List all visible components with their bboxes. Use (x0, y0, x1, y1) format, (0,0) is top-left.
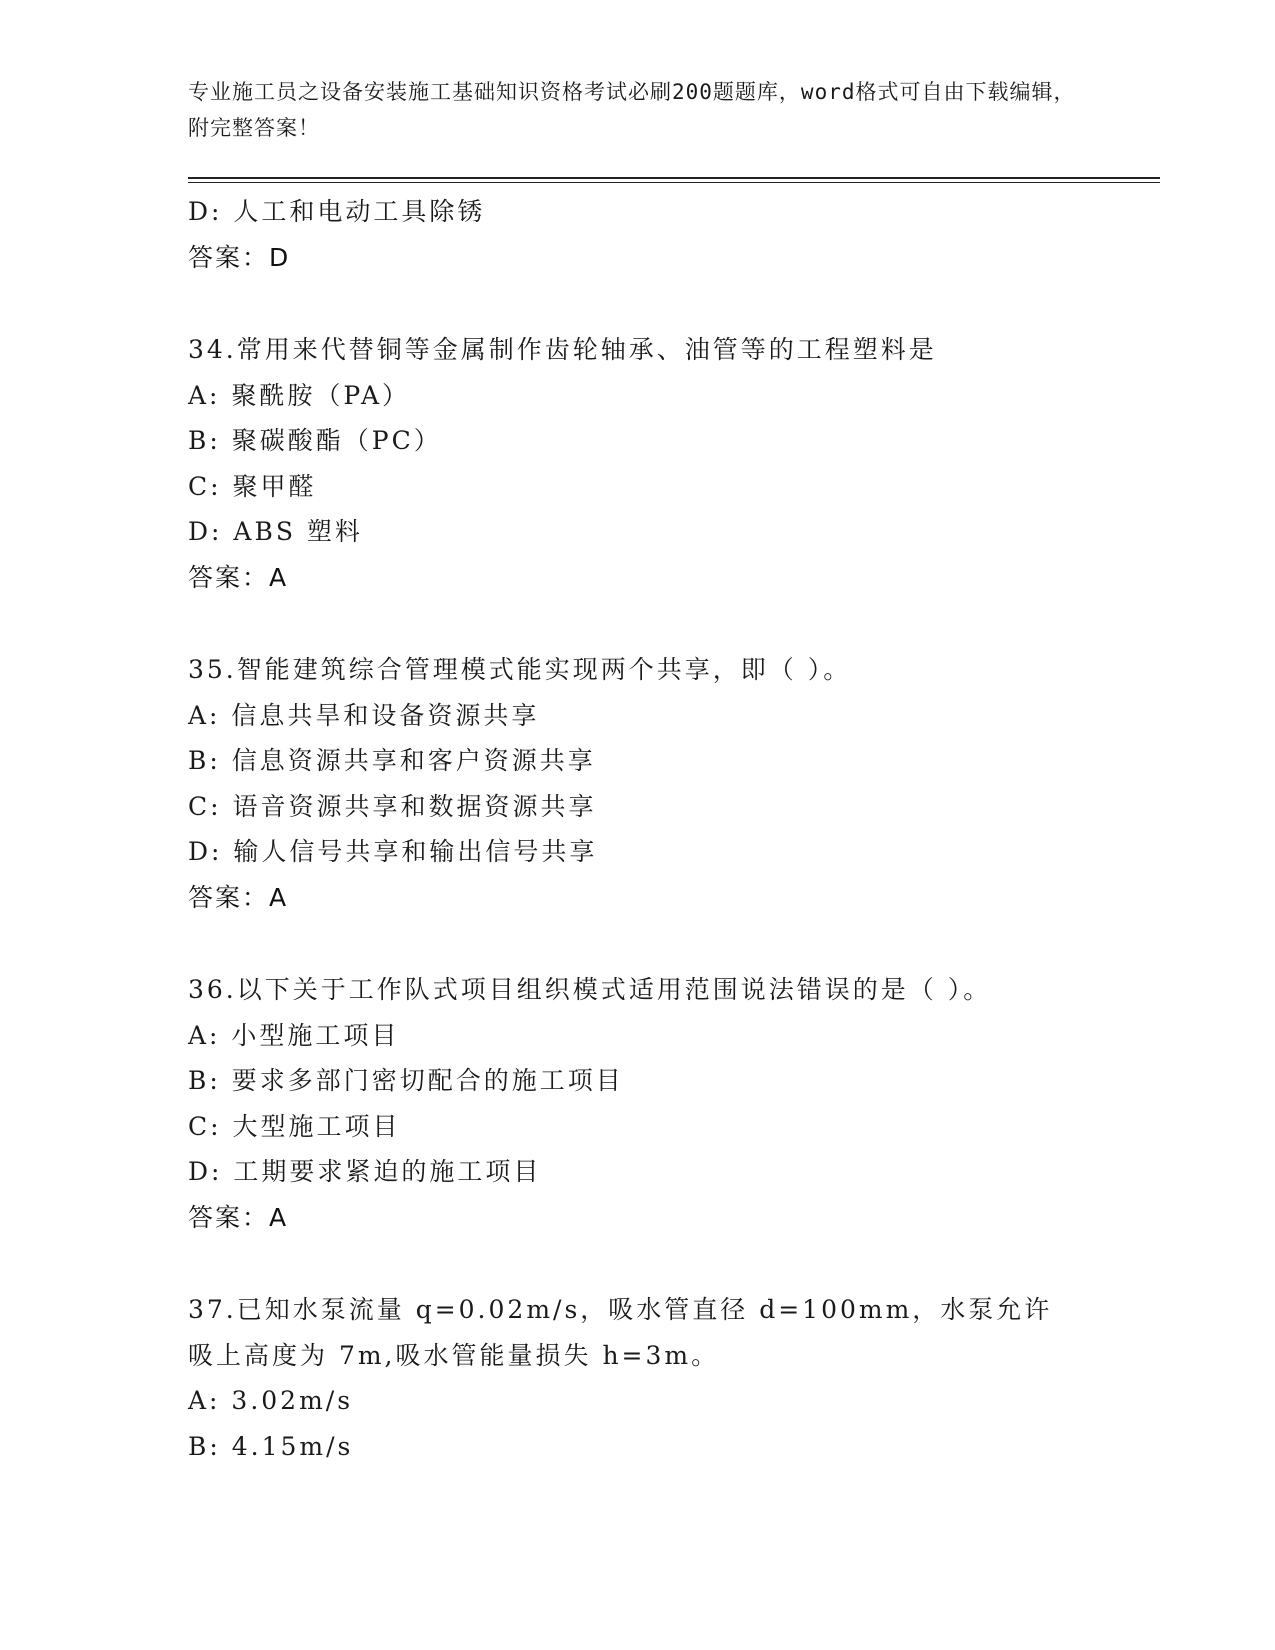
q36-option-d: D: 工期要求紧迫的施工项目 (188, 1157, 542, 1186)
q36-stem: 36.以下关于工作队式项目组织模式适用范围说法错误的是（ ）。 (188, 975, 992, 1004)
q34-stem: 34.常用来代替铜等金属制作齿轮轴承、油管等的工程塑料是 (188, 335, 937, 364)
question-block-35 (188, 647, 1088, 920)
document-header: 专业施工员之设备安装施工基础知识资格考试必刷200题题库，word格式可自由下载编辑，附完整答案！ (188, 80, 1076, 140)
q35-option-a: A: 信息共旱和设备资源共享 (188, 700, 540, 730)
question-gap (188, 1240, 1088, 1287)
q37-option-a: A: 3.02m/s (188, 1386, 354, 1415)
question-gap (188, 920, 1088, 967)
q35-answer: 答案：A (188, 882, 289, 912)
question-block-36 (188, 967, 1088, 1240)
q35-stem: 35.智能建筑综合管理模式能实现两个共享，即（ ）。 (188, 655, 852, 684)
document-body (188, 189, 1088, 1469)
q35-option-c: C: 语音资源共享和数据资源共享 (188, 791, 597, 821)
q36-option-c: C: 大型施工项目 (188, 1111, 401, 1141)
question-gap (188, 600, 1088, 647)
q34-option-a: A: 聚酰胺（PA） (188, 380, 411, 410)
header-rule-thick (188, 177, 1160, 179)
q34-answer: 答案：A (188, 562, 289, 592)
q37-option-b: B: 4.15m/s (188, 1431, 354, 1461)
q36-option-b: B: 要求多部门密切配合的施工项目 (188, 1066, 624, 1095)
q33-option-d: D: 人工和电动工具除锈 (188, 197, 486, 226)
q36-option-a: A: 小型施工项目 (188, 1020, 400, 1050)
q34-option-c: C: 聚甲醛 (188, 471, 317, 501)
header-rule-thin (188, 182, 1160, 183)
q35-option-d: D: 输人信号共享和输出信号共享 (188, 837, 598, 866)
q34-option-b: B: 聚碳酸酯（PC） (188, 426, 442, 455)
q34-option-d: D: ABS 塑料 (188, 517, 363, 546)
question-block-34 (188, 327, 1088, 600)
q36-answer: 答案：A (188, 1202, 289, 1232)
q35-option-b: B: 信息资源共享和客户资源共享 (188, 746, 596, 775)
q37-stem: 37.已知水泵流量 q=0.02m/s，吸水管直径 d=100mm，水泵允许吸上高度为 7m,吸水管能量损失 h=3m。 (188, 1295, 1053, 1370)
question-block-37 (188, 1287, 1088, 1469)
q33-answer: 答案：D (188, 242, 291, 272)
question-gap (188, 280, 1088, 327)
